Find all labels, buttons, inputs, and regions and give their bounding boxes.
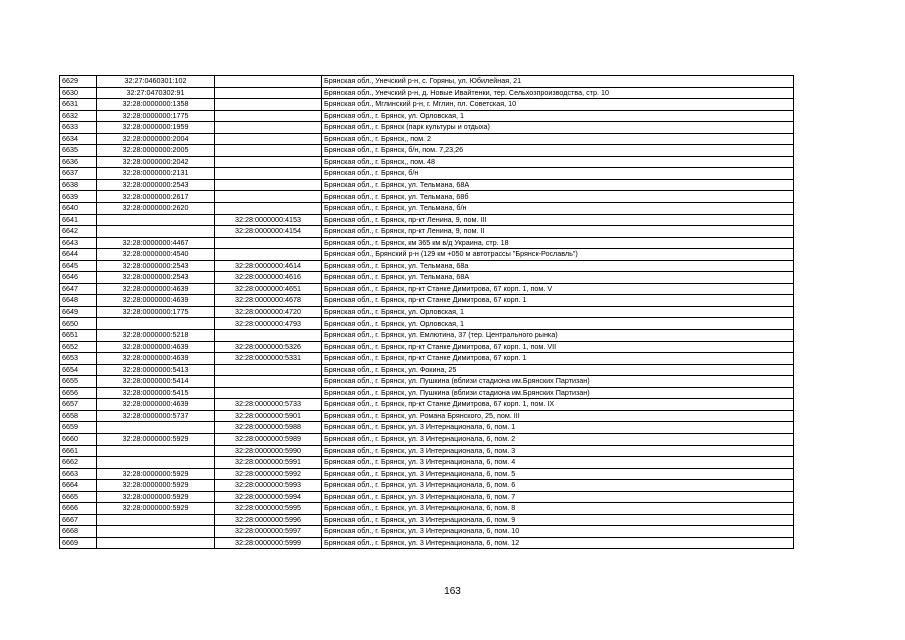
table-row bbox=[60, 214, 794, 226]
record-number-cell: 6649 bbox=[60, 306, 97, 318]
related-cadastral-number-cell: 32:28:0000000:4616 bbox=[215, 272, 322, 284]
cadastral-number-cell bbox=[97, 445, 215, 457]
record-number-cell: 6664 bbox=[60, 480, 97, 492]
cadastral-number-cell: 32:28:0000000:4639 bbox=[97, 283, 215, 295]
record-number-cell: 6657 bbox=[60, 399, 97, 411]
address-cell: Брянская обл., г. Брянск, км 365 км в/д Украина, стр. 18 bbox=[322, 237, 794, 249]
cadastral-number-cell: 32:28:0000000:5929 bbox=[97, 491, 215, 503]
table-row bbox=[60, 237, 794, 249]
address-cell: Брянская обл., г. Брянск, ул. 3 Интернационала, 6, пом. 2 bbox=[322, 433, 794, 445]
related-cadastral-number-cell bbox=[215, 133, 322, 145]
address-cell: Брянская обл., г. Брянск, ул. Тельмана, б/н bbox=[322, 203, 794, 215]
table-row bbox=[60, 480, 794, 492]
table-row bbox=[60, 422, 794, 434]
record-number-cell: 6645 bbox=[60, 260, 97, 272]
record-number-cell: 6651 bbox=[60, 330, 97, 342]
related-cadastral-number-cell bbox=[215, 191, 322, 203]
cadastral-number-cell: 32:28:0000000:5929 bbox=[97, 480, 215, 492]
cadastral-number-cell: 32:28:0000000:2543 bbox=[97, 179, 215, 191]
cadastral-number-cell: 32:28:0000000:1959 bbox=[97, 122, 215, 134]
cadastral-number-cell: 32:28:0000000:5218 bbox=[97, 330, 215, 342]
table-row bbox=[60, 260, 794, 272]
record-number-cell: 6662 bbox=[60, 457, 97, 469]
address-cell: Брянская обл., г. Брянск, ул. 3 Интернационала, 6, пом. 5 bbox=[322, 468, 794, 480]
address-cell: Брянская обл., г. Брянск, пр-кт Станке Димитрова, 67 корп. 1 bbox=[322, 353, 794, 365]
related-cadastral-number-cell: 32:28:0000000:5901 bbox=[215, 410, 322, 422]
cadastral-number-cell: 32:28:0000000:4639 bbox=[97, 295, 215, 307]
table-row bbox=[60, 133, 794, 145]
address-cell: Брянская обл., г. Брянск, ул. 3 Интернационала, 6, пом. 4 bbox=[322, 457, 794, 469]
related-cadastral-number-cell: 32:28:0000000:5992 bbox=[215, 468, 322, 480]
related-cadastral-number-cell bbox=[215, 364, 322, 376]
cadastral-number-cell: 32:28:0000000:4540 bbox=[97, 249, 215, 261]
cadastral-number-cell bbox=[97, 537, 215, 549]
table-row bbox=[60, 156, 794, 168]
page-number: 163 bbox=[444, 586, 461, 597]
address-cell: Брянская обл., г. Брянск, ул. 3 Интернационала, 6, пом. 3 bbox=[322, 445, 794, 457]
address-cell: Брянская обл., г. Брянск, пр-кт Станке Димитрова, 67 корп. 1 bbox=[322, 295, 794, 307]
cadastral-number-cell bbox=[97, 526, 215, 538]
address-cell: Брянская обл., г. Брянск, ул. Романа Брянского, 25, пом. III bbox=[322, 410, 794, 422]
related-cadastral-number-cell bbox=[215, 237, 322, 249]
record-number-cell: 6655 bbox=[60, 376, 97, 388]
address-cell: Брянская обл., г. Брянск, пр-кт Ленина, 9, пом. II bbox=[322, 226, 794, 238]
related-cadastral-number-cell: 32:28:0000000:5993 bbox=[215, 480, 322, 492]
cadastral-number-cell: 32:28:0000000:5929 bbox=[97, 503, 215, 515]
cadastral-number-cell: 32:28:0000000:5737 bbox=[97, 410, 215, 422]
related-cadastral-number-cell: 32:28:0000000:4651 bbox=[215, 283, 322, 295]
table-row bbox=[60, 283, 794, 295]
related-cadastral-number-cell: 32:28:0000000:5990 bbox=[215, 445, 322, 457]
table-row bbox=[60, 318, 794, 330]
address-cell: Брянская обл., г. Брянск, ул. Пушкина (вблизи стадиона им.Брянских Партизан) bbox=[322, 376, 794, 388]
address-cell: Брянская обл., г. Брянск, пр-кт Станке Димитрова, 67 корп. 1, пом. V bbox=[322, 283, 794, 295]
cadastral-number-cell: 32:28:0000000:2617 bbox=[97, 191, 215, 203]
record-number-cell: 6654 bbox=[60, 364, 97, 376]
related-cadastral-number-cell bbox=[215, 376, 322, 388]
table-row bbox=[60, 110, 794, 122]
cadastral-number-cell: 32:28:0000000:4467 bbox=[97, 237, 215, 249]
related-cadastral-number-cell bbox=[215, 168, 322, 180]
related-cadastral-number-cell: 32:28:0000000:5988 bbox=[215, 422, 322, 434]
record-number-cell: 6644 bbox=[60, 249, 97, 261]
related-cadastral-number-cell bbox=[215, 87, 322, 99]
table-row bbox=[60, 99, 794, 111]
cadastral-number-cell: 32:27:0460301:102 bbox=[97, 76, 215, 88]
table-row bbox=[60, 514, 794, 526]
table-row bbox=[60, 145, 794, 157]
table-row bbox=[60, 503, 794, 515]
table-row bbox=[60, 376, 794, 388]
record-number-cell: 6635 bbox=[60, 145, 97, 157]
table-row bbox=[60, 179, 794, 191]
related-cadastral-number-cell: 32:28:0000000:4614 bbox=[215, 260, 322, 272]
record-number-cell: 6666 bbox=[60, 503, 97, 515]
table-row bbox=[60, 445, 794, 457]
cadastral-number-cell: 32:28:0000000:2620 bbox=[97, 203, 215, 215]
table-row bbox=[60, 353, 794, 365]
record-number-cell: 6643 bbox=[60, 237, 97, 249]
cadastral-number-cell: 32:27:0470302:91 bbox=[97, 87, 215, 99]
record-number-cell: 6658 bbox=[60, 410, 97, 422]
record-number-cell: 6669 bbox=[60, 537, 97, 549]
cadastral-number-cell bbox=[97, 226, 215, 238]
table-row bbox=[60, 433, 794, 445]
cadastral-number-cell bbox=[97, 457, 215, 469]
address-cell: Брянская обл., г. Брянск, ул. 3 Интернационала, 6, пом. 1 bbox=[322, 422, 794, 434]
address-cell: Брянская обл., г. Брянск,, пом. 48 bbox=[322, 156, 794, 168]
record-number-cell: 6650 bbox=[60, 318, 97, 330]
record-number-cell: 6656 bbox=[60, 387, 97, 399]
table-row bbox=[60, 87, 794, 99]
record-number-cell: 6667 bbox=[60, 514, 97, 526]
record-number-cell: 6630 bbox=[60, 87, 97, 99]
table-row bbox=[60, 387, 794, 399]
address-cell: Брянская обл., г. Брянск, пр-кт Станке Димитрова, 67 корп. 1, пом. IX bbox=[322, 399, 794, 411]
related-cadastral-number-cell: 32:28:0000000:5989 bbox=[215, 433, 322, 445]
cadastral-number-cell: 32:28:0000000:1775 bbox=[97, 110, 215, 122]
record-number-cell: 6647 bbox=[60, 283, 97, 295]
related-cadastral-number-cell bbox=[215, 122, 322, 134]
address-cell: Брянская обл., г. Брянск, ул. Емлютина, 37 (тер. Центрального рынка) bbox=[322, 330, 794, 342]
address-cell: Брянская обл., Унечский р-н, с. Горяны, ул. Юбилейная, 21 bbox=[322, 76, 794, 88]
related-cadastral-number-cell: 32:28:0000000:5994 bbox=[215, 491, 322, 503]
table-row bbox=[60, 537, 794, 549]
related-cadastral-number-cell: 32:28:0000000:4153 bbox=[215, 214, 322, 226]
related-cadastral-number-cell: 32:28:0000000:5996 bbox=[215, 514, 322, 526]
table-row bbox=[60, 249, 794, 261]
related-cadastral-number-cell bbox=[215, 203, 322, 215]
address-cell: Брянская обл., г. Брянск, ул. Тельмана, 68а bbox=[322, 260, 794, 272]
record-number-cell: 6639 bbox=[60, 191, 97, 203]
record-number-cell: 6653 bbox=[60, 353, 97, 365]
table-row bbox=[60, 491, 794, 503]
address-cell: Брянская обл., г. Брянск, ул. Пушкина (вблизи стадиона им.Брянских Партизан) bbox=[322, 387, 794, 399]
address-cell: Брянская обл., г. Брянск, ул. 3 Интернационала, 6, пом. 8 bbox=[322, 503, 794, 515]
address-cell: Брянская обл., г. Брянск, ул. 3 Интернационала, 6, пом. 9 bbox=[322, 514, 794, 526]
table-row bbox=[60, 341, 794, 353]
related-cadastral-number-cell bbox=[215, 99, 322, 111]
cadastral-number-cell: 32:28:0000000:4639 bbox=[97, 353, 215, 365]
table-row bbox=[60, 203, 794, 215]
table-row bbox=[60, 168, 794, 180]
record-number-cell: 6636 bbox=[60, 156, 97, 168]
cadastral-number-cell: 32:28:0000000:5414 bbox=[97, 376, 215, 388]
address-cell: Брянская обл., г. Брянск, ул. Тельмана, 68А bbox=[322, 179, 794, 191]
record-number-cell: 6665 bbox=[60, 491, 97, 503]
address-cell: Брянская обл., г. Брянск, ул. 3 Интернационала, 6, пом. 12 bbox=[322, 537, 794, 549]
address-cell: Брянская обл., г. Брянск, пр-кт Ленина, 9, пом. III bbox=[322, 214, 794, 226]
table-row bbox=[60, 468, 794, 480]
record-number-cell: 6663 bbox=[60, 468, 97, 480]
related-cadastral-number-cell: 32:28:0000000:5997 bbox=[215, 526, 322, 538]
record-number-cell: 6646 bbox=[60, 272, 97, 284]
related-cadastral-number-cell: 32:28:0000000:5733 bbox=[215, 399, 322, 411]
related-cadastral-number-cell bbox=[215, 179, 322, 191]
address-cell: Брянская обл., г. Брянск, ул. Тельмана, 68А bbox=[322, 272, 794, 284]
cadastral-number-cell bbox=[97, 214, 215, 226]
cadastral-number-cell: 32:28:0000000:5929 bbox=[97, 468, 215, 480]
related-cadastral-number-cell: 32:28:0000000:4793 bbox=[215, 318, 322, 330]
cadastral-number-cell: 32:28:0000000:1775 bbox=[97, 306, 215, 318]
related-cadastral-number-cell: 32:28:0000000:5991 bbox=[215, 457, 322, 469]
record-number-cell: 6640 bbox=[60, 203, 97, 215]
cadastral-number-cell: 32:28:0000000:2543 bbox=[97, 272, 215, 284]
table-row bbox=[60, 306, 794, 318]
record-number-cell: 6633 bbox=[60, 122, 97, 134]
record-number-cell: 6652 bbox=[60, 341, 97, 353]
related-cadastral-number-cell bbox=[215, 387, 322, 399]
registry-table bbox=[59, 75, 794, 549]
related-cadastral-number-cell: 32:28:0000000:5995 bbox=[215, 503, 322, 515]
address-cell: Брянская обл., Мглинский р-н, г. Мглин, пл. Советская, 10 bbox=[322, 99, 794, 111]
address-cell: Брянская обл., г. Брянск, ул. Тельмана, 68б bbox=[322, 191, 794, 203]
cadastral-number-cell: 32:28:0000000:2042 bbox=[97, 156, 215, 168]
related-cadastral-number-cell: 32:28:0000000:5326 bbox=[215, 341, 322, 353]
record-number-cell: 6638 bbox=[60, 179, 97, 191]
cadastral-number-cell: 32:28:0000000:1358 bbox=[97, 99, 215, 111]
record-number-cell: 6641 bbox=[60, 214, 97, 226]
cadastral-number-cell: 32:28:0000000:2005 bbox=[97, 145, 215, 157]
table-row bbox=[60, 295, 794, 307]
record-number-cell: 6637 bbox=[60, 168, 97, 180]
cadastral-number-cell bbox=[97, 514, 215, 526]
registry-table-body bbox=[60, 76, 794, 549]
related-cadastral-number-cell: 32:28:0000000:5331 bbox=[215, 353, 322, 365]
cadastral-number-cell bbox=[97, 318, 215, 330]
related-cadastral-number-cell: 32:28:0000000:5999 bbox=[215, 537, 322, 549]
table-row bbox=[60, 330, 794, 342]
related-cadastral-number-cell: 32:28:0000000:4720 bbox=[215, 306, 322, 318]
table-row bbox=[60, 226, 794, 238]
cadastral-number-cell: 32:28:0000000:4639 bbox=[97, 399, 215, 411]
table-row bbox=[60, 191, 794, 203]
related-cadastral-number-cell: 32:28:0000000:4154 bbox=[215, 226, 322, 238]
address-cell: Брянская обл., г. Брянск (парк культуры и отдыха) bbox=[322, 122, 794, 134]
record-number-cell: 6629 bbox=[60, 76, 97, 88]
cadastral-number-cell: 32:28:0000000:4639 bbox=[97, 341, 215, 353]
address-cell: Брянская обл., г. Брянск, ул. Фокина, 25 bbox=[322, 364, 794, 376]
related-cadastral-number-cell bbox=[215, 145, 322, 157]
cadastral-number-cell: 32:28:0000000:5415 bbox=[97, 387, 215, 399]
address-cell: Брянская обл., г. Брянск,, пом. 2 bbox=[322, 133, 794, 145]
related-cadastral-number-cell bbox=[215, 156, 322, 168]
address-cell: Брянская обл., г. Брянск, б/н, пом. 7,23,26 bbox=[322, 145, 794, 157]
related-cadastral-number-cell bbox=[215, 249, 322, 261]
record-number-cell: 6642 bbox=[60, 226, 97, 238]
address-cell: Брянская обл., г. Брянск, б/н bbox=[322, 168, 794, 180]
table-row bbox=[60, 399, 794, 411]
address-cell: Брянская обл., г. Брянск, ул. 3 Интернационала, 6, пом. 10 bbox=[322, 526, 794, 538]
record-number-cell: 6632 bbox=[60, 110, 97, 122]
record-number-cell: 6634 bbox=[60, 133, 97, 145]
cadastral-number-cell: 32:28:0000000:5413 bbox=[97, 364, 215, 376]
table-row bbox=[60, 76, 794, 88]
related-cadastral-number-cell: 32:28:0000000:4678 bbox=[215, 295, 322, 307]
table-row bbox=[60, 364, 794, 376]
record-number-cell: 6668 bbox=[60, 526, 97, 538]
address-cell: Брянская обл., Брянский р-н (129 км +050 м автотрассы "Брянск-Рославль") bbox=[322, 249, 794, 261]
table-row bbox=[60, 272, 794, 284]
address-cell: Брянская обл., г. Брянск, ул. Орловская, 1 bbox=[322, 110, 794, 122]
record-number-cell: 6661 bbox=[60, 445, 97, 457]
table-row bbox=[60, 526, 794, 538]
related-cadastral-number-cell bbox=[215, 76, 322, 88]
address-cell: Брянская обл., Унечский р-н, д. Новые Ивайтенки, тер. Сельхозпроизводства, стр. 10 bbox=[322, 87, 794, 99]
cadastral-number-cell: 32:28:0000000:2543 bbox=[97, 260, 215, 272]
address-cell: Брянская обл., г. Брянск, ул. Орловская, 1 bbox=[322, 306, 794, 318]
record-number-cell: 6660 bbox=[60, 433, 97, 445]
address-cell: Брянская обл., г. Брянск, ул. Орловская, 1 bbox=[322, 318, 794, 330]
cadastral-number-cell bbox=[97, 422, 215, 434]
record-number-cell: 6659 bbox=[60, 422, 97, 434]
address-cell: Брянская обл., г. Брянск, ул. 3 Интернационала, 6, пом. 6 bbox=[322, 480, 794, 492]
record-number-cell: 6648 bbox=[60, 295, 97, 307]
table-row bbox=[60, 410, 794, 422]
address-cell: Брянская обл., г. Брянск, пр-кт Станке Димитрова, 67 корп. 1, пом. VII bbox=[322, 341, 794, 353]
cadastral-number-cell: 32:28:0000000:5929 bbox=[97, 433, 215, 445]
cadastral-number-cell: 32:28:0000000:2004 bbox=[97, 133, 215, 145]
cadastral-number-cell: 32:28:0000000:2131 bbox=[97, 168, 215, 180]
address-cell: Брянская обл., г. Брянск, ул. 3 Интернационала, 6, пом. 7 bbox=[322, 491, 794, 503]
table-row bbox=[60, 122, 794, 134]
related-cadastral-number-cell bbox=[215, 110, 322, 122]
related-cadastral-number-cell bbox=[215, 330, 322, 342]
table-row bbox=[60, 457, 794, 469]
record-number-cell: 6631 bbox=[60, 99, 97, 111]
